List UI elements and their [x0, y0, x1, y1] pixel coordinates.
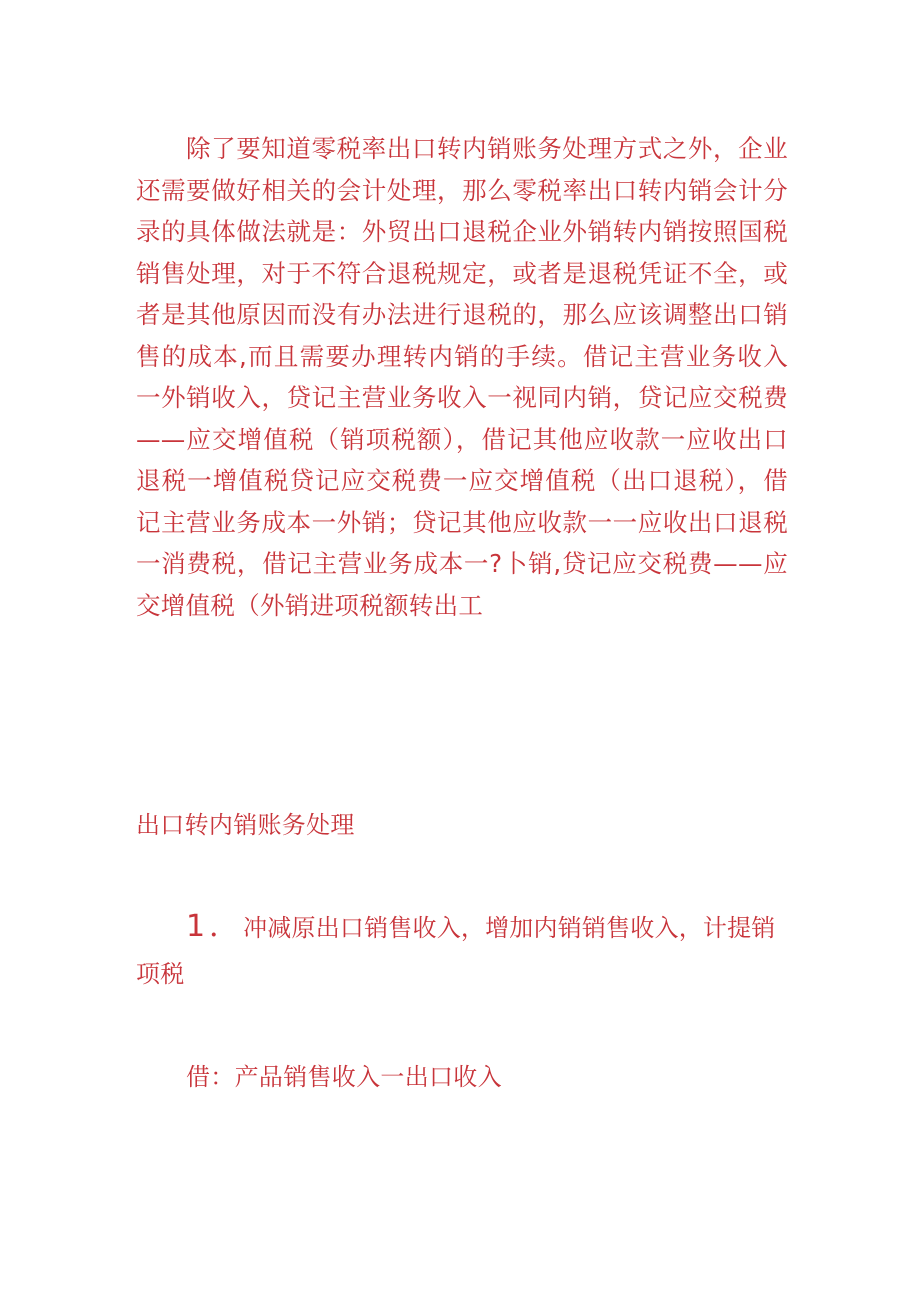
section-heading: 出口转内销账务处理: [136, 811, 355, 839]
step-1-text: 冲减原出口销售收入，增加内销销售收入，计提销项税: [136, 914, 776, 988]
intro-paragraph: 除了要知道零税率出口转内销账务处理方式之外，企业还需要做好相关的会计处理，那么零税率出口转内销会计分录的具体做法就是：外贸出口退税企业外销转内销按照国税销售处理，对于不符合退税规定，或者是退税凭证不全，或者是其他原因而没有办法进行退税的，那么应该调整出口销售的成本,而且需要办理转内销的手续。借记主营业务收入一外销收入，贷记主营业务收入一视同内销，贷记应交税费——应交增值税（销项税额），借记其他应收款一应收出口退税一增值税贷记应交税费一应交增值税（出口退税），借记主营业务成本一外销；贷记其他应收款一一应收出口退税一消费税，借记主营业务成本一?卜销,贷记应交税费——应交增值税（外销进项税额转出工: [136, 134, 788, 620]
step-1-paragraph: [136, 904, 788, 997]
step-1-number: 1．: [186, 909, 244, 944]
debit-entry-line: 借：产品销售收入一出口收入: [186, 1063, 502, 1091]
